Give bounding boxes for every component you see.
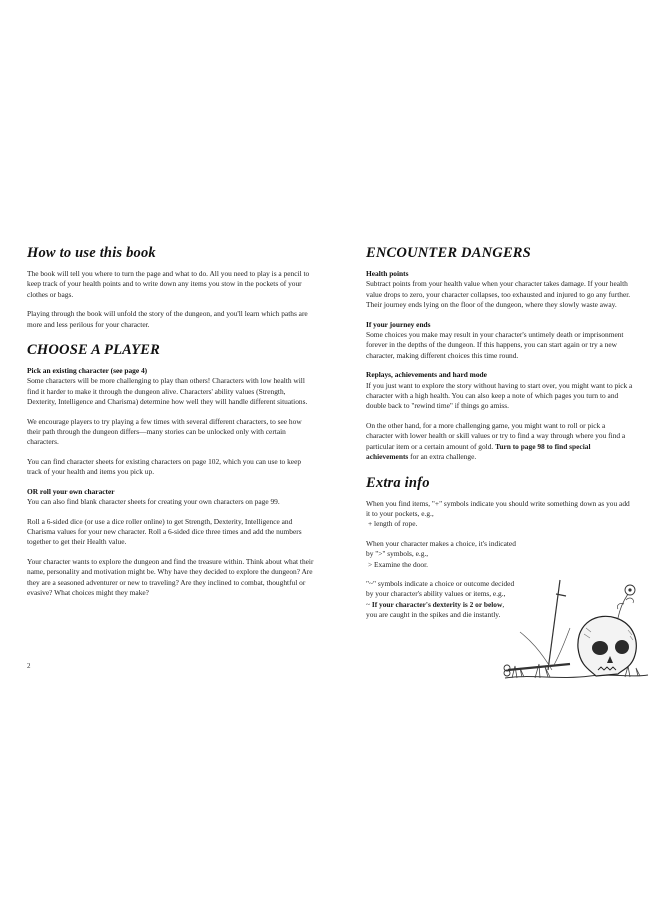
tilde-example-b: , you are caught in the spikes and die instantly. xyxy=(366,599,505,620)
plus-symbol-paragraph xyxy=(366,499,634,530)
hard-mode-text-bold: Turn to page 98 to find special achievements xyxy=(366,441,591,462)
gt-intro: When your character makes a choice, it's indicated by ">" symbols, e.g., xyxy=(366,538,516,559)
tilde-example-bold: If your character's dexterity is 2 or below xyxy=(371,599,503,609)
existing-character-subheading: Pick an existing character (see page 4) xyxy=(27,366,148,376)
explore-paragraph: Your character wants to explore the dungeon and find the treasure within. Think about what their name, personality and motivation might be. Why have they decided to explore the dungeon? Are they are a seasoned adventurer or new to traveling? Are they inclined to combat, thoughtful or evasive? What choices might they make? xyxy=(27,556,314,597)
gt-example: > Examine the door. xyxy=(368,559,428,569)
roll-character-text: You can also find blank character sheets for creating your own characters on page 99. xyxy=(27,497,280,507)
journey-ends-subheading: If your journey ends xyxy=(366,319,431,329)
choose-player-heading: CHOOSE A PLAYER xyxy=(27,342,160,359)
health-points-text: Subtract points from your health value when your character takes damage. If your health value drops to zero, your character collapses, too exhausted and injured to go any further. Their journey ends lying on the floor of the dungeon, where they slowly waste away. xyxy=(366,279,631,310)
plus-intro: When you find items, "+" symbols indicate you should write something down as you add it to your pockets, e.g., xyxy=(366,498,630,518)
dice-paragraph: Roll a 6-sided dice (or use a dice roller online) to get Strength, Dexterity, Intelligence and Charisma values for your new character. Roll a 6-sided dice three times and add the numbers together to get their Health value. xyxy=(27,516,302,547)
tilde-example-a: ~ xyxy=(366,599,372,609)
left-column xyxy=(27,245,315,607)
plus-example: + length of rope. xyxy=(368,519,418,529)
gt-symbol-paragraph xyxy=(366,539,516,570)
journey-ends-text: Some choices you make may result in your character's untimely death or imprisonment forever in the depths of the dungeon. If this happens, you can start again or try a new character, making different choices this time round. xyxy=(366,330,624,360)
encounter-dangers-heading: ENCOUNTER DANGERS xyxy=(366,245,531,261)
encourage-paragraph: We encourage players to try playing a few times with several different characters, to see how their path through the dungeon differs—many stories can be unlocked only with certain characters. xyxy=(27,416,302,447)
extra-info-heading: Extra info xyxy=(366,474,430,491)
hard-mode-text xyxy=(366,421,634,463)
replays-text: If you just want to explore the story without having to start over, you might want to pick a character with a high health. You can also keep a note of which pages you turn to and double back to "rewind time" if things go amiss. xyxy=(366,380,633,411)
replays-subheading: Replays, achievements and hard mode xyxy=(366,370,487,380)
tilde-symbol-paragraph xyxy=(366,579,516,621)
hard-mode-text-a: On the other hand, for a more challenging game, you might want to roll or pick a character with lower health or skill values or try to find a way through where you find a particular item or a certain amount of gold. xyxy=(366,420,626,451)
roll-character-subheading: OR roll your own character xyxy=(27,486,115,496)
hard-mode-text-b: for an extra challenge. xyxy=(408,452,477,462)
health-points-subheading: Health points xyxy=(366,269,409,278)
how-to-use-paragraph-1: The book will tell you where to turn the page and what to do. All you need to play is a pencil to keep track of your health points and to write down any items you stow in the pockets of your clothes or bags. xyxy=(27,269,310,299)
how-to-use-heading: How to use this book xyxy=(27,245,156,261)
page-number: 2 xyxy=(27,662,31,670)
character-sheets-paragraph: You can find character sheets for existing characters on page 102, which you can use to keep track of your health and items you pick up. xyxy=(27,456,302,477)
skull-illustration xyxy=(500,570,650,695)
tilde-intro: "~" symbols indicate a choice or outcome decided by your character's ability values or items, e.g., xyxy=(366,578,515,599)
how-to-use-paragraph-2: Playing through the book will unfold the story of the dungeon, and you'll learn which paths are more and less perilous for your character. xyxy=(27,309,308,329)
existing-character-text: Some characters will be more challenging to play than others! Characters with low health will find it harder to make it through the dungeon alive. Characters' ability values (Strength, Dexterity, Intelligence and Charisma) determine how well they will handle different situations. xyxy=(27,376,308,407)
